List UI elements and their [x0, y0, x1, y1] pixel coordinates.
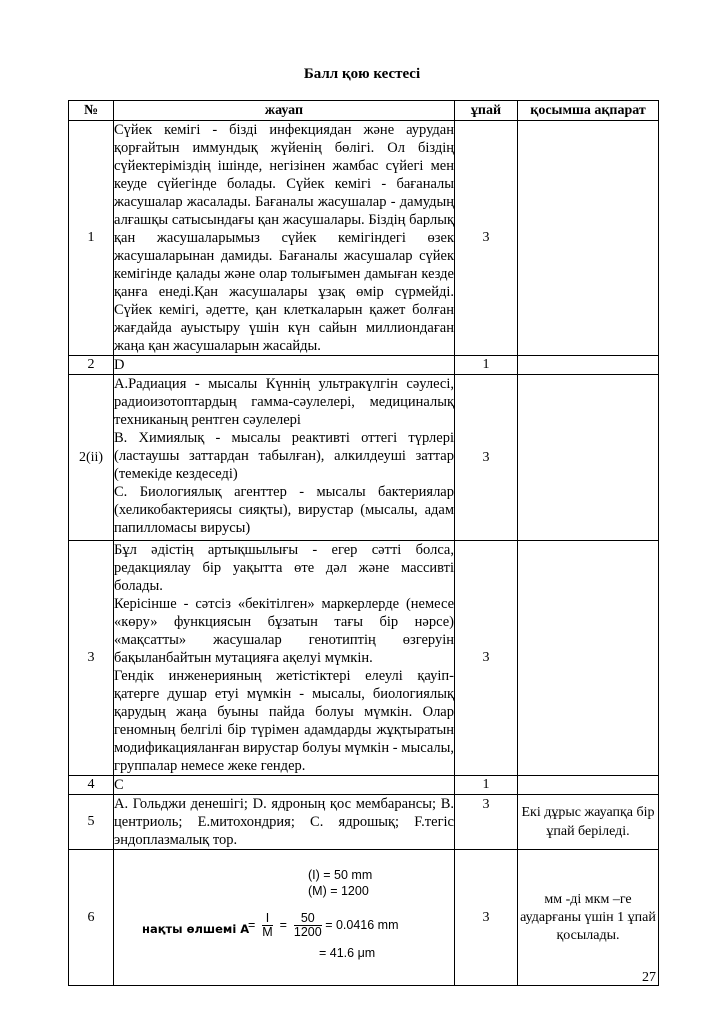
formula-l-value: (I) = 50 mm: [308, 868, 373, 882]
row-answer: [114, 850, 455, 986]
page-number: 27: [642, 970, 656, 985]
fraction-denominator: 1200: [293, 925, 322, 939]
row-points: 1: [455, 356, 518, 375]
formula-result-mm: = 0.0416 mm: [325, 917, 399, 932]
header-answer: жауап: [114, 101, 455, 121]
fraction-values: [294, 912, 322, 939]
header-info: қосымша ақпарат: [518, 101, 659, 121]
table-row: [69, 795, 659, 850]
row-answer: А. Гольджи денешігі; D. ядроның қос мембарансы; В. центриоль; Е.митохондрия; С. ядрошық; F.тегіс эндоплазмалық тор.: [114, 796, 454, 848]
row-num: 3: [69, 541, 114, 776]
header-points: ұпай: [455, 101, 518, 121]
table-row: [69, 850, 659, 986]
formula-m-value: (M) = 1200: [308, 884, 369, 898]
row-points: 3: [455, 121, 518, 356]
answer-line: Керісінше - сәтсіз «бекітілген» маркерлерде (немесе «көру» функциясын бұзатын тағы бір нәрсе) «мақсатты» жасушалар генотиптің өзгеруін бақыланбайтын мутацияға ақелуі мүмкін.: [114, 596, 454, 666]
formula-label: нақты өлшемі А: [142, 922, 250, 936]
fraction-denominator: M: [262, 925, 273, 939]
row-points: 1: [455, 776, 518, 795]
row-points: 3: [455, 795, 518, 850]
row-points: 3: [455, 850, 518, 986]
answer-line: В. Химиялық - мысалы реактивті оттегі түрлері (ластаушы заттардан табылған), алкилдеуші заттар (темекіде кездеседі): [114, 430, 454, 482]
fraction-numerator: 50: [300, 911, 315, 925]
row-num: 2(ii): [69, 375, 114, 541]
row-num: 1: [69, 121, 114, 356]
row-info: [518, 776, 659, 795]
formula-result-um: = 41.6 μm: [319, 946, 376, 960]
table-row: [69, 776, 659, 795]
row-info: мм -ді мкм –ге аударғаны үшін 1 ұпай қосылады.: [518, 850, 659, 986]
row-num: 6: [69, 850, 114, 986]
row-answer: [114, 375, 455, 541]
row-info: Екі дұрыс жауапқа бір ұпай беріледі.: [518, 795, 659, 850]
answer-line: Гендік инженерияның жетістіктері елеулі қауіп-қатерге душар етуі мүмкін - мысалы, биологиялық қарудың жаңа буыны пайда болуы мүмкін. Олар геномның белгілі бір түрімен адамдарды жұқтыратын модификацияланған вирустар болуы мүмкін - мысалы, группалар немесе жеке гендер.: [114, 668, 454, 774]
fraction-i-over-m: [262, 912, 272, 939]
table-row: [69, 121, 659, 356]
row-num: 2: [69, 356, 114, 375]
answer-line: Бұл әдістің артықшылығы - егер сәтті болса, редакциялау бір уақытта өте дәл және массивті болады.: [114, 542, 454, 594]
row-points: 3: [455, 375, 518, 541]
row-points: 3: [455, 541, 518, 776]
answer-line: С. Биологиялық агенттер - мысалы бактериялар (хеликобактериясы сияқты), вирустар (мысалы, адам папилломасы вирусы): [114, 484, 454, 536]
table-row: [69, 375, 659, 541]
magnification-formula: [114, 850, 454, 968]
fraction-numerator: I: [265, 911, 270, 925]
row-answer: С: [114, 776, 455, 795]
row-answer: [114, 541, 455, 776]
row-answer: Сүйек кемігі - бізді инфекциядан және аурудан қорғайтын иммундық жүйенің бөлігі. Ол біздің сүйектеріміздің ішінде, негізінен жамбас сүйегі мен кеуде сүйегінде болады. Сүйек кемігі - бағаналы жасушалар жасалады. Бағаналы жасушалар - дамудың алғашқы сатысындағы қан жасушалары. Біздің барлық қан жасушаларымыз сүйек кемігіндегі өзек жасушаларынан дамиды. Бағаналы жасушалар сүйек кемігінде қалады және олар толығымен дамыған кезде қанға енеді.Қан жасушалары ұзақ өмір сүрмейді. Сүйек кемігі, әдетте, қан клеткаларын қажет болған жағдайда ауыстыру үшін күн сайын миллиондаған жаңа қан жасушаларын жасайды.: [114, 122, 454, 354]
row-info: [518, 541, 659, 776]
row-info: [518, 121, 659, 356]
row-info: [518, 356, 659, 375]
row-info: [518, 375, 659, 541]
formula-equation: = $\frac{I}{M}$ = $\frac{50}{1200}$ = 0.0416 mm: [248, 911, 399, 939]
score-table: [68, 100, 659, 986]
table-header-row: [69, 101, 659, 121]
row-answer: D: [114, 356, 455, 375]
page-title: Балл қою кестесі: [303, 66, 421, 82]
answer-line: А.Радиация - мысалы Күннің ультракүлгін сәулесі, радиоизотоптардың гамма-сәулелері, медициналық техниканың рентген сәулелері: [114, 376, 454, 428]
table-row: [69, 541, 659, 776]
header-num: №: [69, 101, 114, 121]
row-num: 4: [69, 776, 114, 795]
table-row: [69, 356, 659, 375]
row-num: 5: [69, 795, 114, 850]
